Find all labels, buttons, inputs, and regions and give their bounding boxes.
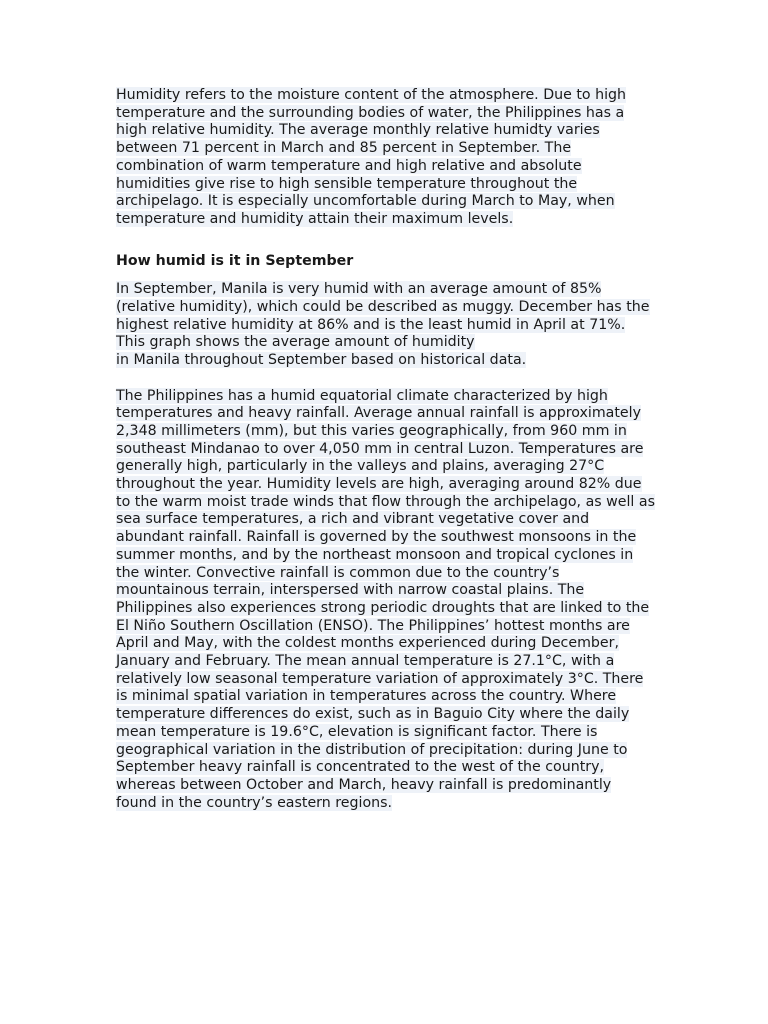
intro-paragraph-text: Humidity refers to the moisture content of the atmosphere. Due to high temperature and the surrounding bodies of water, the Philippines has a high relative humidity. The average monthly relative humidty varies between 71 percent in March and 85 percent in September. The combination of warm temperature and high relative and absolute humidities give rise to high sensible temperature throughout the archipelago. It is especially uncomfortable during March to May, when temperature and humidity attain their maximum levels. (116, 87, 627, 227)
climate-paragraph-text: The Philippines has a humid equatorial climate characterized by high temperatures and heavy rainfall. Average annual rainfall is approximately 2,348 millimeters (mm), but this varies geographically, from 960 mm in southeast Mindanao to over 4,050 mm in central Luzon. Temperatures are generally high, particularly in the valleys and plains, averaging 27°C throughout the year. Humidity levels are high, averaging around 82% due to the warm moist trade winds that flow through the archipelago, as well as sea surface temperatures, a rich and vibrant vegetative cover and abundant rainfall. Rainfall is governed by the southwest monsoons in the summer months, and by the northeast monsoon and tropical cyclones in the winter. Convective rainfall is common due to the country’s mountainous terrain, interspersed with narrow coastal plains. The Philippines also experiences strong periodic droughts that are linked to the El Niño Southern Oscillation (ENSO). The Philippines’ hottest months are April and May, with the coldest months experienced during December, January and February. The mean annual temperature is 27.1°C, with a relatively low seasonal temperature variation of approximately 3°C. There is minimal spatial variation in temperatures across the country. Where temperature differences do exist, such as in Baguio City where the daily mean temperature is 19.6°C, elevation is significant factor. There is geographical variation in the distribution of precipitation: during June to September heavy rainfall is concentrated to the west of the country, whereas between October and March, heavy rainfall is predominantly found in the country’s eastern regions. (116, 387, 655, 811)
intro-paragraph (116, 87, 656, 229)
section-heading: How humid is it in September (116, 252, 354, 269)
climate-paragraph (116, 388, 656, 813)
september-paragraph (116, 281, 656, 370)
september-paragraph-text: In September, Manila is very humid with an average amount of 85% (relative humidity), which could be described as muggy. December has the highest relative humidity at 86% and is the least humid in April at 71%. This graph shows the average amount of humidity in Manila throughout September based on historical data. (116, 281, 650, 369)
document-body (116, 87, 656, 812)
